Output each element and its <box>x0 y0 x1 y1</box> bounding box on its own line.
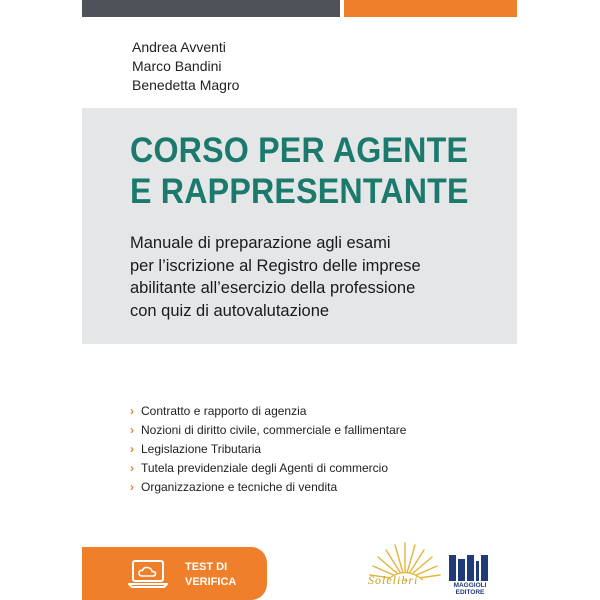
top-bar-dark <box>82 0 340 17</box>
badge-line: TEST DI <box>185 561 228 573</box>
bullet-icon: › <box>130 442 134 456</box>
author-name: Benedetta Magro <box>132 77 240 93</box>
badge-label <box>185 560 255 590</box>
book-title <box>130 130 469 212</box>
topic-label: Tutela previdenziale degli Agenti di commercio <box>141 461 389 475</box>
bullet-icon: › <box>130 404 134 418</box>
topic-label: Contratto e rapporto di agenzia <box>141 404 307 418</box>
bullet-icon: › <box>130 423 134 437</box>
subtitle-line: con quiz di autovalutazione <box>130 301 330 320</box>
solelibri-logo-text: Solelibri <box>368 573 419 587</box>
laptop-cloud-icon <box>128 559 168 589</box>
topics-list <box>130 402 406 497</box>
topic-label: Nozioni di diritto civile, commerciale e fallimentare <box>141 423 407 437</box>
top-bar-orange <box>344 0 517 17</box>
title-line: E RAPPRESENTANTE <box>130 172 469 211</box>
topic-item <box>130 478 406 497</box>
bullet-icon: › <box>130 480 134 494</box>
test-badge <box>82 547 267 600</box>
title-line: CORSO PER AGENTE <box>130 131 469 170</box>
subtitle-line: Manuale di preparazione agli esami <box>130 234 391 252</box>
maggioli-line: MAGGIOLI <box>453 582 487 589</box>
badge-line: VERIFICA <box>185 576 237 588</box>
subtitle-line: per l’iscrizione al Registro delle imprese <box>130 256 421 275</box>
author-name: Andrea Avventi <box>132 39 226 55</box>
bullet-icon: › <box>130 461 134 475</box>
author-name: Marco Bandini <box>132 58 222 74</box>
subtitle-line: abilitante all’esercizio della professione <box>130 279 416 297</box>
topic-label: Organizzazione e tecniche di vendita <box>141 480 338 494</box>
maggioli-line: EDITORE <box>455 589 485 596</box>
authors <box>132 38 239 95</box>
topic-item <box>130 440 406 459</box>
topic-label: Legislazione Tributaria <box>141 442 262 456</box>
topic-item <box>130 421 406 440</box>
title-panel <box>82 108 517 344</box>
topic-item <box>130 459 406 478</box>
maggioli-logo-text <box>441 582 499 596</box>
topic-item <box>130 402 406 421</box>
book-subtitle <box>130 232 421 322</box>
